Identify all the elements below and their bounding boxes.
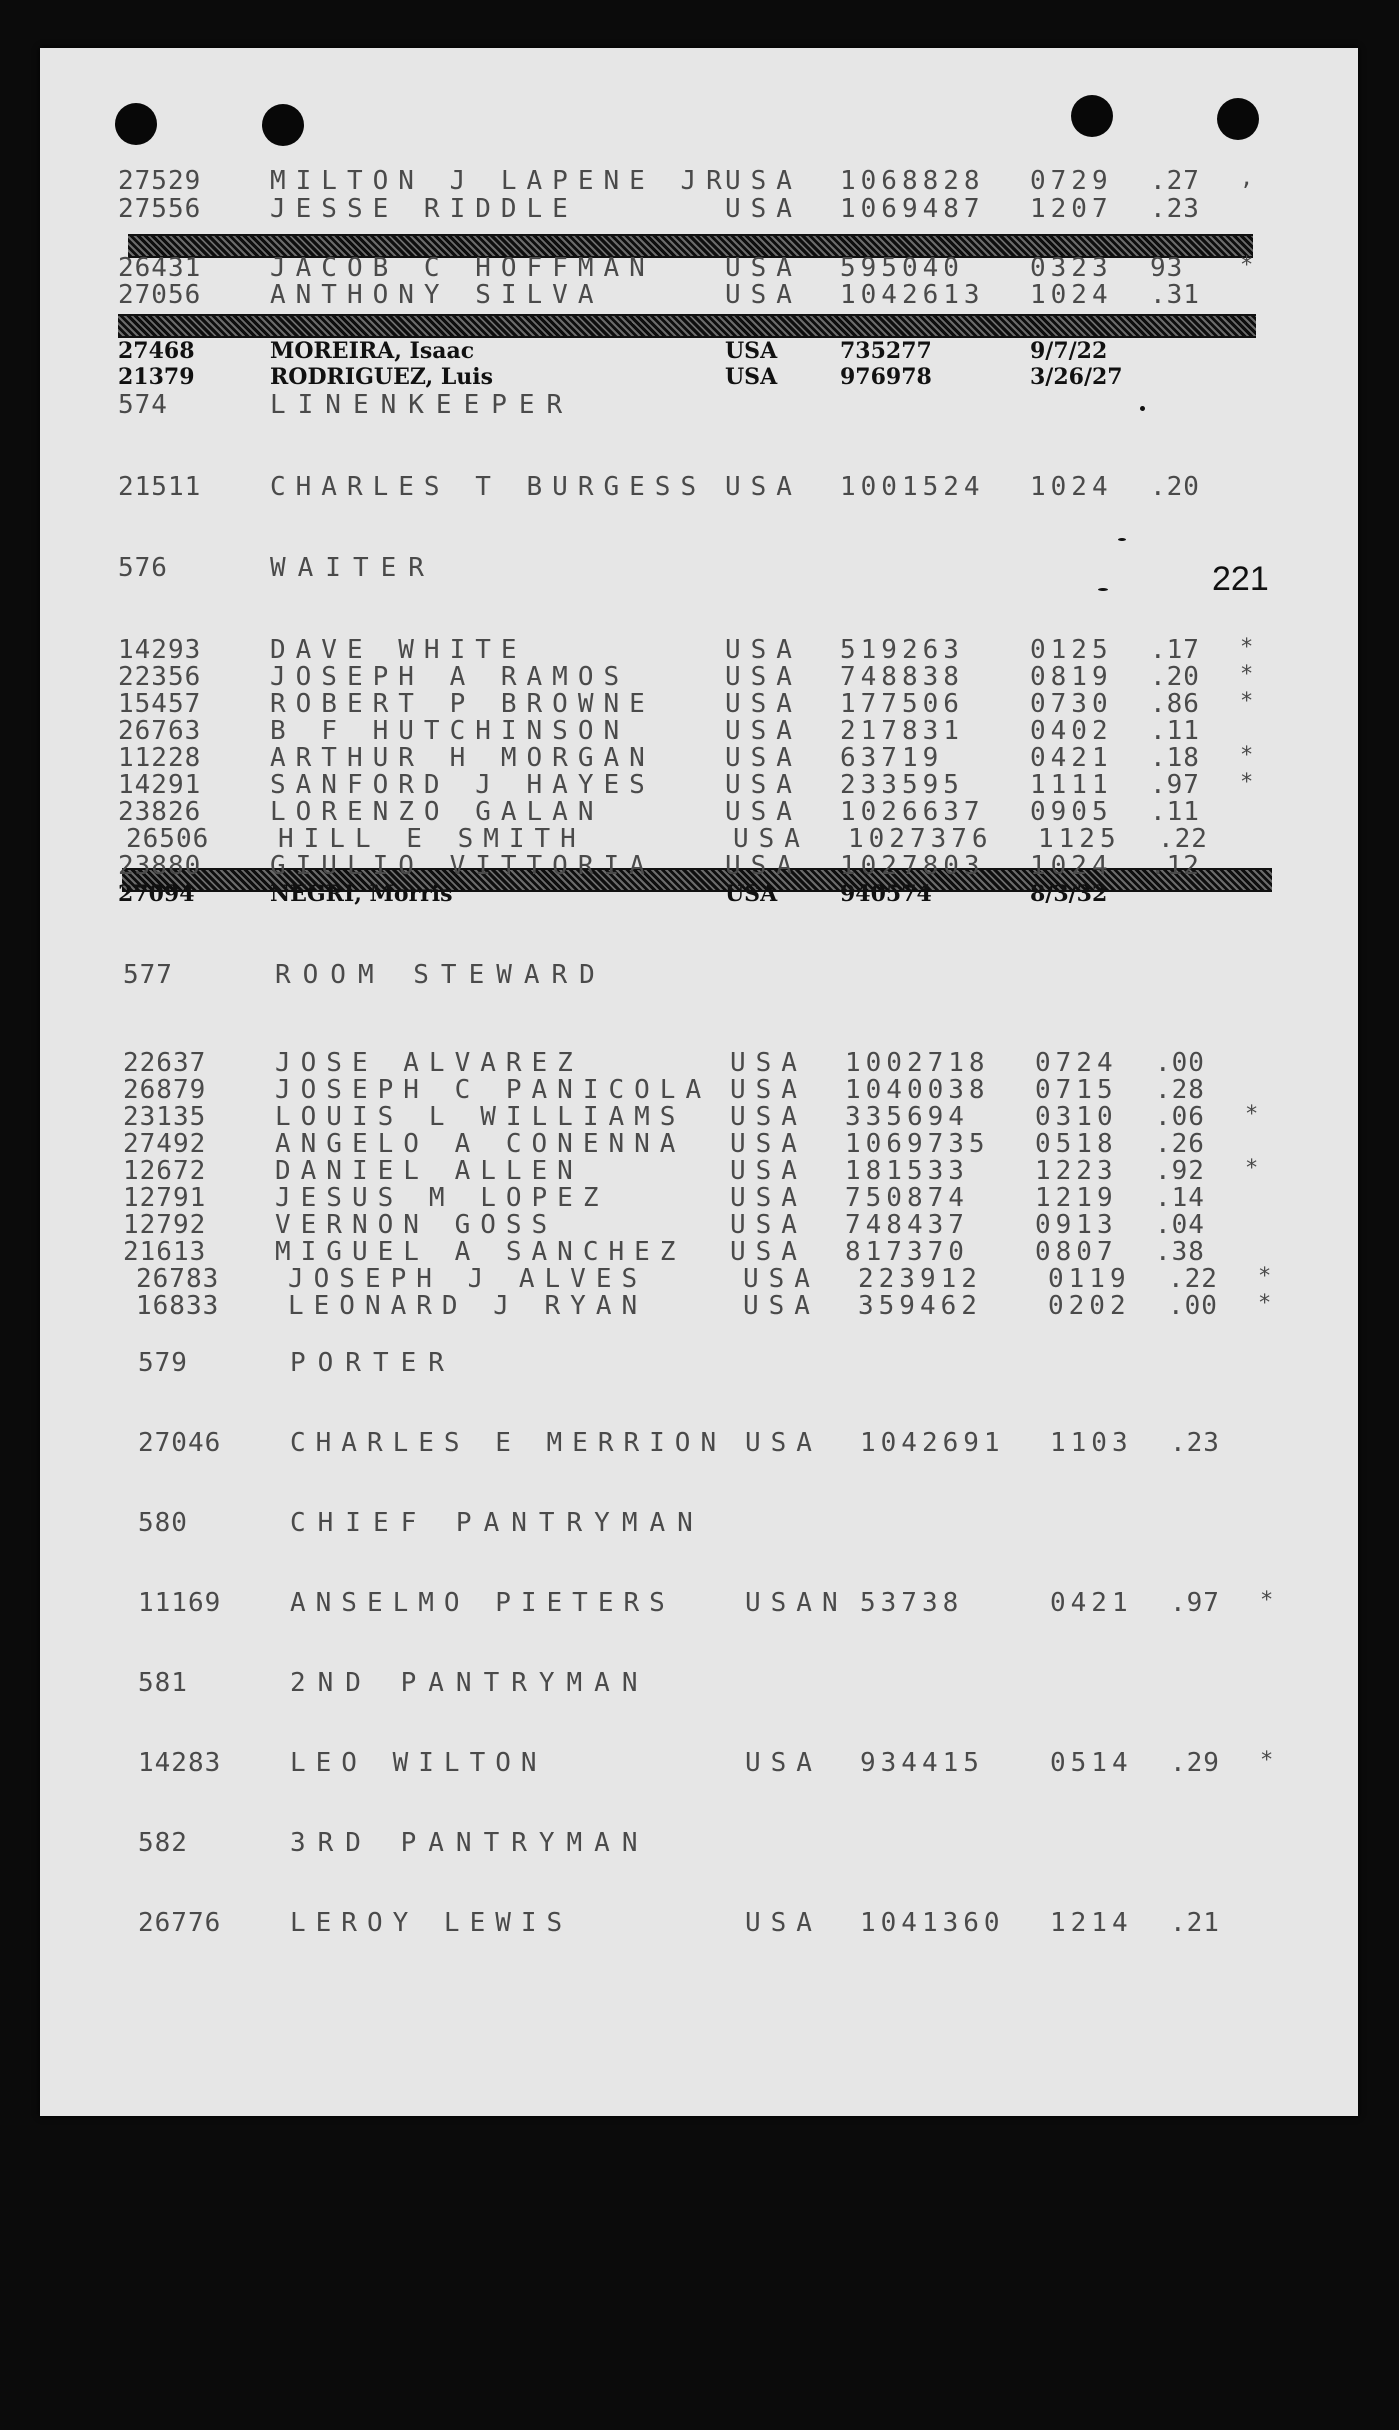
- row-cert: 817370: [845, 1237, 969, 1267]
- row-cert: 595040: [840, 253, 964, 283]
- row-yr: .11: [1150, 797, 1200, 827]
- row-cert: 934415: [860, 1748, 984, 1778]
- row-mark: *: [1260, 1748, 1275, 1773]
- row-date: 0905: [1030, 797, 1113, 827]
- row-num: 27556: [118, 194, 202, 224]
- row-yr: .22: [1158, 824, 1208, 854]
- row-yr: .18: [1150, 743, 1200, 773]
- row-num: 22356: [118, 662, 202, 692]
- row-date: 0518: [1035, 1129, 1118, 1159]
- row-date: 0729: [1030, 166, 1113, 196]
- row-name: VERNON GOSS: [275, 1210, 558, 1240]
- row-cert: 335694: [845, 1102, 969, 1132]
- row-num: 26763: [118, 716, 202, 746]
- row-num: 22637: [123, 1048, 207, 1078]
- row-date: 0202: [1048, 1291, 1131, 1321]
- row-mark: *: [1240, 662, 1255, 687]
- row-cit: USA: [730, 1210, 807, 1240]
- row-cert: 233595: [840, 770, 964, 800]
- row-num: 576: [118, 553, 168, 583]
- row-cit: USA: [725, 280, 802, 310]
- row-date: 0724: [1035, 1048, 1118, 1078]
- row-num: 12791: [123, 1183, 207, 1213]
- row-name: ANTHONY SILVA: [270, 280, 604, 310]
- row-name: 3RD PANTRYMAN: [290, 1828, 650, 1858]
- row-cert: 1027376: [848, 824, 993, 854]
- row-yr: .06: [1155, 1102, 1205, 1132]
- row-cit: USA: [730, 1237, 807, 1267]
- row-name: ANSELMO PIETERS: [290, 1588, 675, 1618]
- row-mark: ,: [1240, 166, 1255, 191]
- row-num: 12792: [123, 1210, 207, 1240]
- row-cit: USA: [725, 338, 778, 364]
- row-cit: USA: [725, 797, 802, 827]
- row-cit: USA: [745, 1748, 822, 1778]
- row-date: 0807: [1035, 1237, 1118, 1267]
- row-name: RODRIGUEZ, Luis: [270, 364, 494, 390]
- row-num: 581: [138, 1668, 188, 1698]
- row-num: 23135: [123, 1102, 207, 1132]
- row-cert: 1002718: [845, 1048, 990, 1078]
- row-date: 1111: [1030, 770, 1113, 800]
- row-num: 14293: [118, 635, 202, 665]
- row-name: CHIEF PANTRYMAN: [290, 1508, 705, 1538]
- row-name: JESUS M LOPEZ: [275, 1183, 609, 1213]
- row-cert: 177506: [840, 689, 964, 719]
- row-name: WAITER: [270, 553, 436, 583]
- row-cit: USA: [730, 1129, 807, 1159]
- row-cit: USA: [730, 1156, 807, 1186]
- strikeout-bar: [118, 314, 1256, 338]
- row-cert: 1069487: [840, 194, 985, 224]
- row-name: CHARLES E MERRION: [290, 1428, 727, 1458]
- row-cit: USA: [725, 743, 802, 773]
- row-cert: 735277: [840, 338, 932, 364]
- row-name: LORENZO GALAN: [270, 797, 604, 827]
- row-date: 0125: [1030, 635, 1113, 665]
- row-cert: 940574: [840, 881, 932, 907]
- row-cit: USA: [745, 1428, 822, 1458]
- row-cit: USA: [730, 1183, 807, 1213]
- row-cert: 748838: [840, 662, 964, 692]
- row-date: 0323: [1030, 253, 1113, 283]
- row-name: DAVE WHITE: [270, 635, 527, 665]
- row-date: 0402: [1030, 716, 1113, 746]
- row-mark: *: [1240, 635, 1255, 660]
- row-date: 1024: [1030, 851, 1113, 881]
- row-name: LOUIS L WILLIAMS: [275, 1102, 686, 1132]
- row-yr: .31: [1150, 280, 1200, 310]
- row-yr: .17: [1150, 635, 1200, 665]
- row-name: JOSE ALVAREZ: [275, 1048, 583, 1078]
- row-cert: 748437: [845, 1210, 969, 1240]
- row-date: 1024: [1030, 472, 1113, 502]
- row-cit: USA: [743, 1291, 820, 1321]
- row-cit: USA: [733, 824, 810, 854]
- punch-hole-2: [262, 104, 304, 146]
- row-date: 1207: [1030, 194, 1113, 224]
- row-cert: 1026637: [840, 797, 985, 827]
- row-cit: USA: [725, 635, 802, 665]
- row-num: 27056: [118, 280, 202, 310]
- row-num: 26776: [138, 1908, 222, 1938]
- row-num: 21511: [118, 472, 202, 502]
- row-mark: *: [1260, 1588, 1275, 1613]
- row-name: MILTON J LAPENE JR: [270, 166, 732, 196]
- row-name: JESSE RIDDLE: [270, 194, 578, 224]
- row-cert: 1069735: [845, 1129, 990, 1159]
- row-mark: *: [1240, 689, 1255, 714]
- row-mark: *: [1258, 1264, 1273, 1289]
- row-cert: 1041360: [860, 1908, 1005, 1938]
- row-cit: USA: [725, 770, 802, 800]
- row-num: 27094: [118, 881, 195, 907]
- row-yr: .27: [1150, 166, 1200, 196]
- row-name: B F HUTCHINSON: [270, 716, 630, 746]
- row-cert: 359462: [858, 1291, 982, 1321]
- row-cit: USA: [730, 1102, 807, 1132]
- row-cert: 1068828: [840, 166, 985, 196]
- row-name: NEGRI, Morris: [270, 881, 453, 907]
- row-num: 27529: [118, 166, 202, 196]
- row-name: SANFORD J HAYES: [270, 770, 655, 800]
- row-yr: .23: [1150, 194, 1200, 224]
- row-cit: USA: [725, 166, 802, 196]
- row-name: JOSEPH A RAMOS: [270, 662, 630, 692]
- row-cit: USAN: [745, 1588, 848, 1618]
- row-num: 27468: [118, 338, 195, 364]
- row-name: LEROY LEWIS: [290, 1908, 573, 1938]
- row-num: 574: [118, 390, 168, 420]
- row-name: MIGUEL A SANCHEZ: [275, 1237, 686, 1267]
- row-name: LEO WILTON: [290, 1748, 547, 1778]
- row-cert: 976978: [840, 364, 932, 390]
- row-date: 0119: [1048, 1264, 1131, 1294]
- row-name: ARTHUR H MORGAN: [270, 743, 655, 773]
- row-num: 26879: [123, 1075, 207, 1105]
- row-num: 14283: [138, 1748, 222, 1778]
- row-cit: USA: [743, 1264, 820, 1294]
- row-name: JACOB C HOFFMAN: [270, 253, 655, 283]
- row-date: 3/26/27: [1030, 364, 1123, 390]
- row-date: 8/3/32: [1030, 881, 1108, 907]
- row-num: 26431: [118, 253, 202, 283]
- row-cit: USA: [725, 689, 802, 719]
- ink-dot: [1140, 406, 1145, 411]
- row-mark: *: [1240, 770, 1255, 795]
- row-name: GIULIO VITTORIA: [270, 851, 655, 881]
- row-cert: 217831: [840, 716, 964, 746]
- row-cit: USA: [725, 662, 802, 692]
- row-yr: .92: [1155, 1156, 1205, 1186]
- row-yr: .00: [1168, 1291, 1218, 1321]
- row-date: 0730: [1030, 689, 1113, 719]
- row-num: 26506: [126, 824, 210, 854]
- row-cit: USA: [725, 364, 778, 390]
- row-yr: .20: [1150, 472, 1200, 502]
- row-mark: *: [1245, 1102, 1260, 1127]
- row-yr: 93: [1150, 253, 1184, 283]
- row-cit: USA: [725, 716, 802, 746]
- row-cert: 63719: [840, 743, 944, 773]
- row-yr: .97: [1170, 1588, 1220, 1618]
- row-date: 0913: [1035, 1210, 1118, 1240]
- row-date: 9/7/22: [1030, 338, 1108, 364]
- row-yr: .38: [1155, 1237, 1205, 1267]
- row-num: 14291: [118, 770, 202, 800]
- row-num: 23826: [118, 797, 202, 827]
- row-num: 21613: [123, 1237, 207, 1267]
- row-date: 1024: [1030, 280, 1113, 310]
- row-name: DANIEL ALLEN: [275, 1156, 583, 1186]
- row-cert: 519263: [840, 635, 964, 665]
- row-yr: .23: [1170, 1428, 1220, 1458]
- row-date: 1214: [1050, 1908, 1133, 1938]
- row-date: 0310: [1035, 1102, 1118, 1132]
- row-cit: USA: [725, 851, 802, 881]
- row-date: 0421: [1030, 743, 1113, 773]
- row-date: 0421: [1050, 1588, 1133, 1618]
- row-cit: USA: [730, 1075, 807, 1105]
- ink-dot: [1098, 588, 1108, 591]
- row-name: JOSEPH C PANICOLA: [275, 1075, 712, 1105]
- row-yr: .86: [1150, 689, 1200, 719]
- row-num: 16833: [136, 1291, 220, 1321]
- row-name: JOSEPH J ALVES: [288, 1264, 648, 1294]
- row-name: ROOM STEWARD: [275, 960, 607, 990]
- row-date: 1223: [1035, 1156, 1118, 1186]
- row-yr: .04: [1155, 1210, 1205, 1240]
- row-num: 577: [123, 960, 173, 990]
- row-num: 26783: [136, 1264, 220, 1294]
- row-yr: .22: [1168, 1264, 1218, 1294]
- row-cert: 53738: [860, 1588, 964, 1618]
- row-date: 0514: [1050, 1748, 1133, 1778]
- row-cert: 1042691: [860, 1428, 1005, 1458]
- row-date: 1219: [1035, 1183, 1118, 1213]
- row-yr: .26: [1155, 1129, 1205, 1159]
- punch-hole-4: [1217, 98, 1259, 140]
- row-name: ANGELO A CONENNA: [275, 1129, 686, 1159]
- row-cit: USA: [725, 881, 778, 907]
- row-cit: USA: [725, 194, 802, 224]
- row-num: 15457: [118, 689, 202, 719]
- row-name: PORTER: [290, 1348, 456, 1378]
- row-num: 579: [138, 1348, 188, 1378]
- punch-hole-1: [115, 103, 157, 145]
- row-cert: 1027803: [840, 851, 985, 881]
- row-cert: 1042613: [840, 280, 985, 310]
- document-page: [40, 48, 1358, 2116]
- row-num: 12672: [123, 1156, 207, 1186]
- row-mark: *: [1245, 1156, 1260, 1181]
- row-num: 582: [138, 1828, 188, 1858]
- row-num: 11169: [138, 1588, 222, 1618]
- row-cert: 1001524: [840, 472, 985, 502]
- punch-hole-3: [1071, 95, 1113, 137]
- row-num: 21379: [118, 364, 195, 390]
- row-yr: .14: [1155, 1183, 1205, 1213]
- row-yr: .21: [1170, 1908, 1220, 1938]
- row-name: ROBERT P BROWNE: [270, 689, 655, 719]
- row-yr: .97: [1150, 770, 1200, 800]
- row-date: 0819: [1030, 662, 1113, 692]
- row-cit: USA: [730, 1048, 807, 1078]
- row-yr: .28: [1155, 1075, 1205, 1105]
- row-yr: .11: [1150, 716, 1200, 746]
- page-number: 221: [1212, 560, 1269, 598]
- row-mark: *: [1240, 743, 1255, 768]
- row-cert: 750874: [845, 1183, 969, 1213]
- row-name: LINENKEEPER: [270, 390, 575, 420]
- ink-dot: [1118, 538, 1126, 541]
- row-yr: .29: [1170, 1748, 1220, 1778]
- row-yr: .20: [1150, 662, 1200, 692]
- row-yr: .00: [1155, 1048, 1205, 1078]
- row-num: 580: [138, 1508, 188, 1538]
- row-num: 27492: [123, 1129, 207, 1159]
- row-cert: 223912: [858, 1264, 982, 1294]
- row-name: 2ND PANTRYMAN: [290, 1668, 650, 1698]
- row-name: LEONARD J RYAN: [288, 1291, 648, 1321]
- row-num: 11228: [118, 743, 202, 773]
- row-num: 23880: [118, 851, 202, 881]
- row-cert: 181533: [845, 1156, 969, 1186]
- row-yr: .12: [1150, 851, 1200, 881]
- row-mark: *: [1258, 1291, 1273, 1316]
- row-name: CHARLES T BURGESS: [270, 472, 707, 502]
- row-name: HILL E SMITH: [278, 824, 586, 854]
- row-cit: USA: [745, 1908, 822, 1938]
- row-date: 0715: [1035, 1075, 1118, 1105]
- row-cert: 1040038: [845, 1075, 990, 1105]
- row-date: 1103: [1050, 1428, 1133, 1458]
- row-mark: *: [1240, 253, 1255, 278]
- row-date: 1125: [1038, 824, 1121, 854]
- row-cit: USA: [725, 472, 802, 502]
- row-cit: USA: [725, 253, 802, 283]
- row-name: MOREIRA, Isaac: [270, 338, 475, 364]
- row-num: 27046: [138, 1428, 222, 1458]
